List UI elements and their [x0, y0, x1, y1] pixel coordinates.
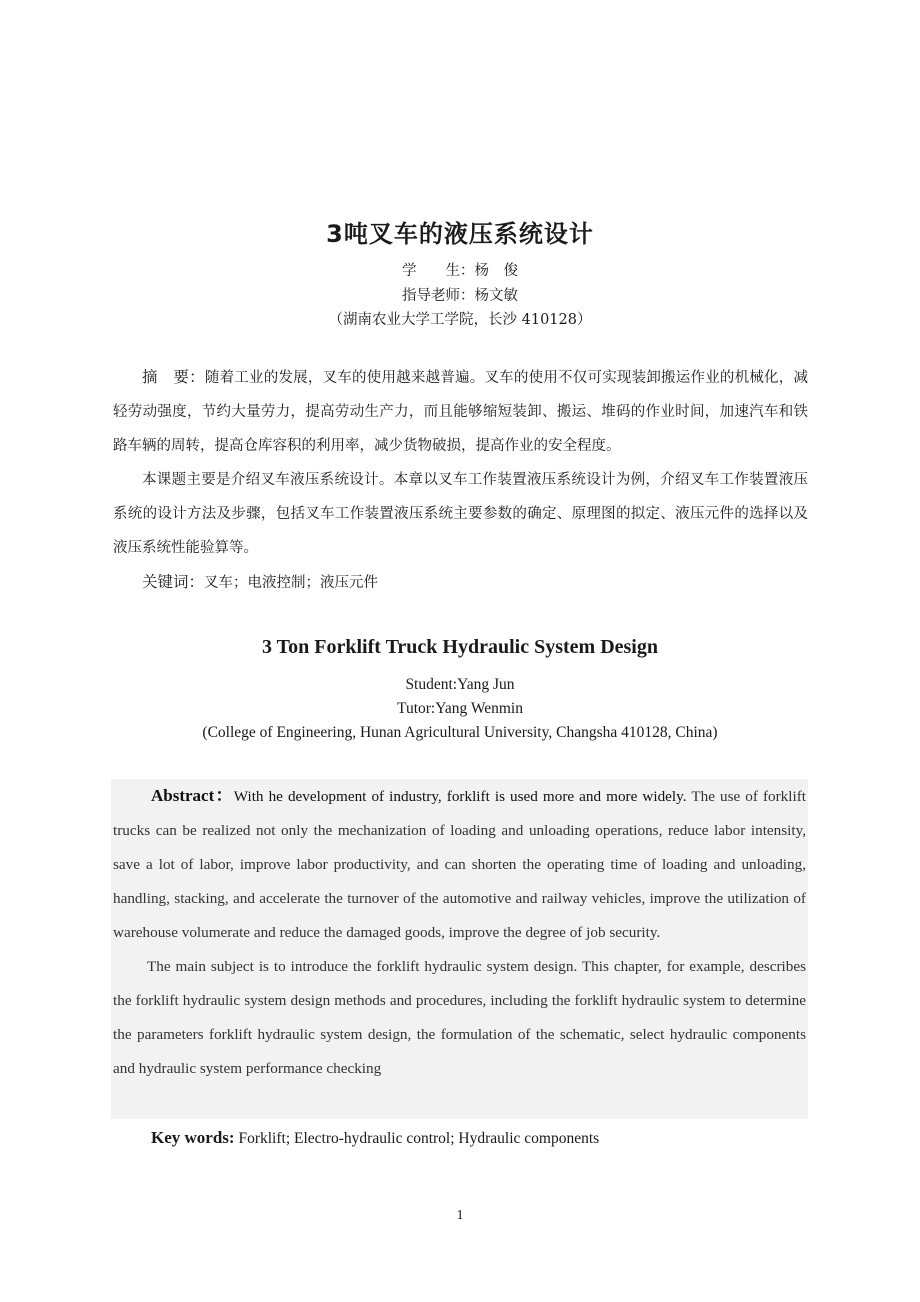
english-abstract-paragraph-1	[111, 779, 808, 950]
chinese-keywords-text: 叉车；电液控制；液压元件	[204, 575, 379, 591]
chinese-tutor-line: 指导老师：杨文敏	[402, 288, 518, 304]
chinese-abstract	[113, 360, 808, 600]
english-abstract-text-1: The use of forklift trucks can be realized not only the mechanization of loading and unloading operations, reduce labor intensity, save a lot of labor, improve labor productivity, and can shorten the operating time of loading and unloading, handling, stacking, and accelerate the turnover of the automotive and railway vehicles, improve the utilization of warehouse volumerate and reduce the damaged goods, improve the degree of job security.	[113, 788, 806, 941]
chinese-affiliation: （湖南农业大学工学院，长沙 410128）	[328, 312, 592, 328]
english-tutor-line: Tutor:Yang Wenmin	[397, 700, 523, 717]
chinese-abstract-label: 摘 要：	[142, 368, 205, 386]
english-abstract-lead: With he development of industry, forklift is used more and more widely.	[233, 788, 687, 805]
english-title: 3 Ton Forklift Truck Hydraulic System Design	[262, 636, 658, 658]
english-affiliation: (College of Engineering, Hunan Agricultural University, Changsha 410128, China)	[202, 724, 718, 741]
english-student-line: Student:Yang Jun	[405, 676, 515, 693]
chinese-abstract-text-1: 随着工业的发展，叉车的使用越来越普遍。叉车的使用不仅可实现装卸搬运作业的机械化，减轻劳动强度，节约大量劳力，提高劳动生产力，而且能够缩短装卸、搬运、堆码的作业时间，加速汽车和铁路车辆的周转，提高仓库容积的利用率，减少货物破损，提高作业的安全程度。	[113, 370, 808, 454]
chinese-keywords-label: 关键词：	[142, 573, 205, 591]
english-abstract	[111, 779, 808, 1119]
page-number: 1	[456, 1208, 464, 1223]
chinese-title: 3吨叉车的液压系统设计	[326, 220, 594, 248]
english-abstract-paragraph-2: The main subject is to introduce the forklift hydraulic system design. This chapter, for example, describes the forklift hydraulic system design methods and procedures, including the forklift hydraulic system to determine the parameters forklift hydraulic system design, the formulation of the schematic, select hydraulic components and hydraulic system performance checking	[113, 958, 806, 1077]
english-abstract-label: Abstract：	[151, 786, 234, 805]
english-keywords	[151, 1128, 599, 1148]
chinese-keywords	[113, 565, 808, 600]
chinese-abstract-paragraph-2: 本课题主要是介绍叉车液压系统设计。本章以叉车工作装置液压系统设计为例，介绍叉车工作装置液压系统的设计方法及步骤，包括叉车工作装置液压系统主要参数的确定、原理图的拟定、液压元件的选择以及液压系统性能验算等。	[113, 472, 808, 556]
chinese-student-line: 学 生：杨 俊	[402, 263, 518, 279]
english-keywords-label: Key words:	[151, 1128, 235, 1147]
chinese-abstract-paragraph-1	[113, 360, 808, 463]
english-keywords-text: Forklift; Electro-hydraulic control; Hydraulic components	[234, 1130, 600, 1147]
